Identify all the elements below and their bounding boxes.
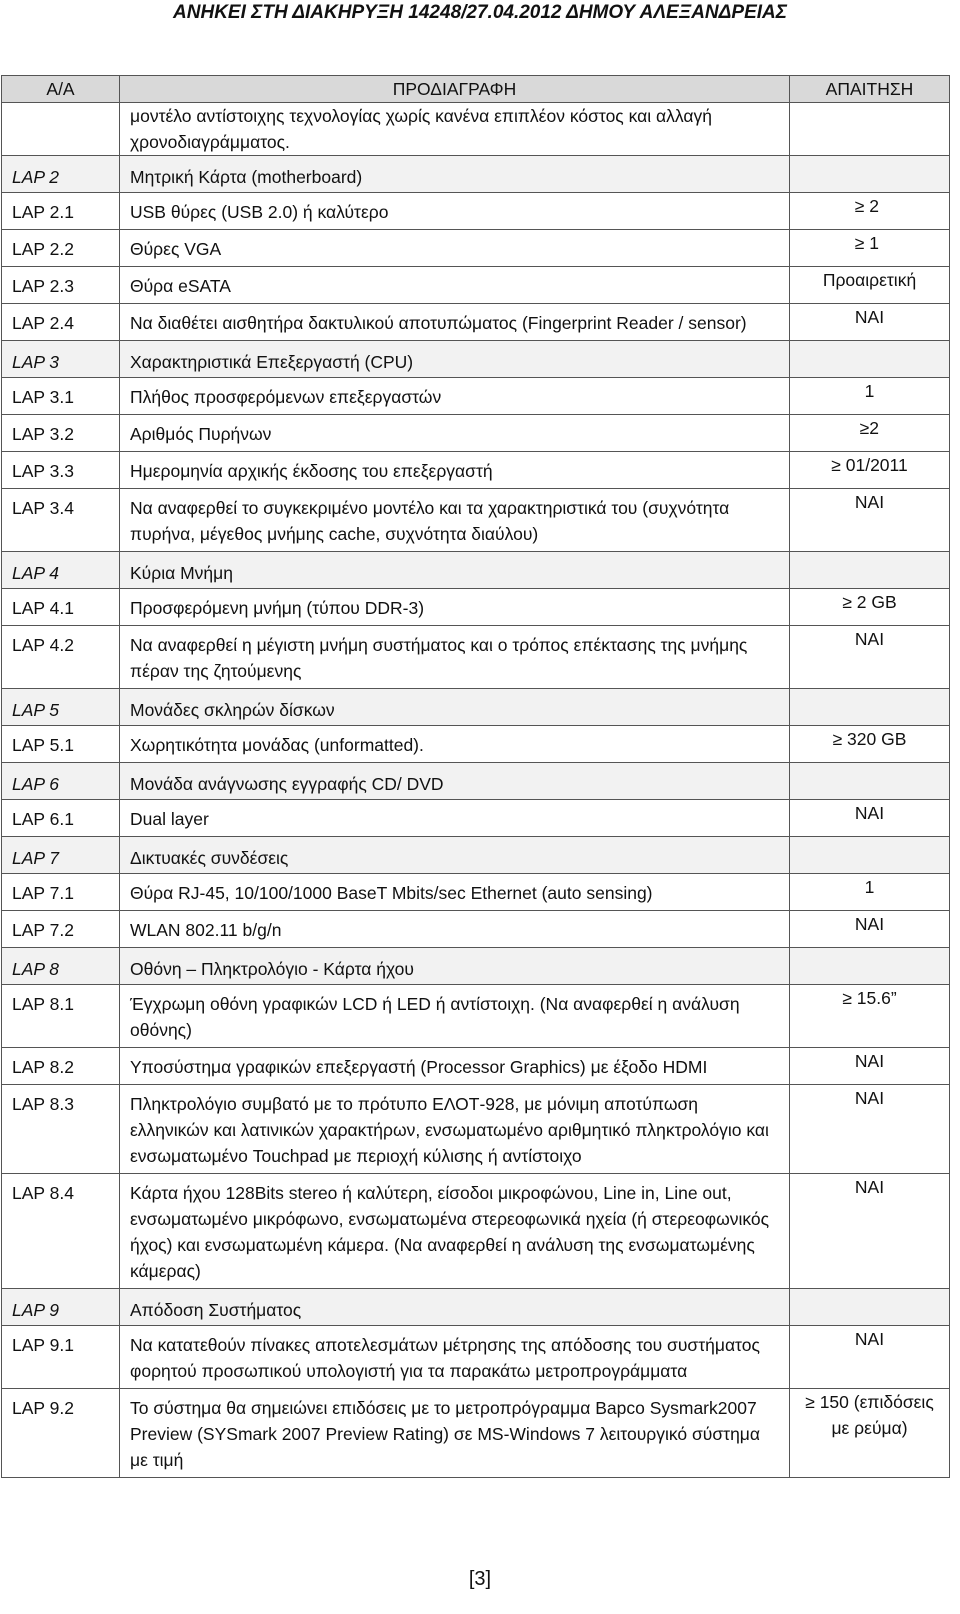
row-id: LAP 6 bbox=[2, 763, 120, 800]
row-description: Θύρα eSATA bbox=[120, 267, 790, 304]
row-requirement bbox=[790, 1289, 950, 1326]
section-row bbox=[2, 689, 950, 726]
row-id: LAP 6.1 bbox=[2, 800, 120, 837]
row-requirement: ≥2 bbox=[790, 415, 950, 452]
row-description: Προσφερόμενη μνήμη (τύπου DDR-3) bbox=[120, 589, 790, 626]
row-requirement: ΝΑΙ bbox=[790, 1174, 950, 1289]
row-description: Μονάδες σκληρών δίσκων bbox=[120, 689, 790, 726]
row-requirement bbox=[790, 689, 950, 726]
row-description: Χωρητικότητα μονάδας (unformatted). bbox=[120, 726, 790, 763]
table-row bbox=[2, 1048, 950, 1085]
row-description: Θύρες VGA bbox=[120, 230, 790, 267]
row-id: LAP 2.3 bbox=[2, 267, 120, 304]
row-id: LAP 2 bbox=[2, 156, 120, 193]
row-description: Το σύστημα θα σημειώνει επιδόσεις με το μετροπρόγραμμα Bapco Sysmark2007 Preview (SYSmark 2007 Preview Rating) σε MS-Windows 7 λειτουργικό σύστημα με τιμή bbox=[120, 1389, 790, 1478]
row-description: WLAN 802.11 b/g/n bbox=[120, 911, 790, 948]
row-id: LAP 2.4 bbox=[2, 304, 120, 341]
continuation-row bbox=[2, 103, 950, 156]
row-description: Δικτυακές συνδέσεις bbox=[120, 837, 790, 874]
row-id: LAP 8.1 bbox=[2, 985, 120, 1048]
row-requirement: ΝΑΙ bbox=[790, 1326, 950, 1389]
row-id: LAP 3.4 bbox=[2, 489, 120, 552]
section-row bbox=[2, 763, 950, 800]
section-row bbox=[2, 948, 950, 985]
table-row bbox=[2, 267, 950, 304]
row-requirement: ΝΑΙ bbox=[790, 626, 950, 689]
section-row bbox=[2, 156, 950, 193]
row-requirement bbox=[790, 837, 950, 874]
row-requirement: ΝΑΙ bbox=[790, 911, 950, 948]
row-id: LAP 9 bbox=[2, 1289, 120, 1326]
row-requirement bbox=[790, 552, 950, 589]
row-requirement: ΝΑΙ bbox=[790, 1085, 950, 1174]
row-id: LAP 3.1 bbox=[2, 378, 120, 415]
row-requirement bbox=[790, 341, 950, 378]
row-id: LAP 3 bbox=[2, 341, 120, 378]
row-description: Να διαθέτει αισθητήρα δακτυλικού αποτυπώματος (Fingerprint Reader / sensor) bbox=[120, 304, 790, 341]
table-row bbox=[2, 874, 950, 911]
row-id: LAP 5 bbox=[2, 689, 120, 726]
continuation-req bbox=[790, 103, 950, 156]
row-id: LAP 5.1 bbox=[2, 726, 120, 763]
row-description: Να κατατεθούν πίνακες αποτελεσμάτων μέτρησης της απόδοσης του συστήματος φορητού προσωπικού υπολογιστή για τα παρακάτω μετροπρογράμματα bbox=[120, 1326, 790, 1389]
column-header-requirement: ΑΠΑΙΤΗΣΗ bbox=[790, 76, 950, 103]
table-row bbox=[2, 800, 950, 837]
row-id: LAP 7.1 bbox=[2, 874, 120, 911]
row-description: Dual layer bbox=[120, 800, 790, 837]
table-row bbox=[2, 1326, 950, 1389]
row-requirement: ≥ 320 GB bbox=[790, 726, 950, 763]
row-requirement: 1 bbox=[790, 378, 950, 415]
row-description: Έγχρωμη οθόνη γραφικών LCD ή LED ή αντίστοιχη. (Να αναφερθεί η ανάλυση οθόνης) bbox=[120, 985, 790, 1048]
table-row bbox=[2, 626, 950, 689]
table-row bbox=[2, 304, 950, 341]
row-description: Μονάδα ανάγνωσης εγγραφής CD/ DVD bbox=[120, 763, 790, 800]
row-id: LAP 4.2 bbox=[2, 626, 120, 689]
row-requirement: ΝΑΙ bbox=[790, 304, 950, 341]
row-id: LAP 3.3 bbox=[2, 452, 120, 489]
row-requirement: ≥ 1 bbox=[790, 230, 950, 267]
row-description: Χαρακτηριστικά Επεξεργαστή (CPU) bbox=[120, 341, 790, 378]
row-description: Οθόνη – Πληκτρολόγιο - Κάρτα ήχου bbox=[120, 948, 790, 985]
row-description: Υποσύστημα γραφικών επεξεργαστή (Processor Graphics) με έξοδο HDMI bbox=[120, 1048, 790, 1085]
row-id: LAP 7 bbox=[2, 837, 120, 874]
row-id: LAP 4 bbox=[2, 552, 120, 589]
table-row bbox=[2, 1085, 950, 1174]
page-number: [3] bbox=[468, 1568, 492, 1590]
continuation-text: μοντέλο αντίστοιχης τεχνολογίας χωρίς κανένα επιπλέον κόστος και αλλαγή χρονοδιαγράμματος. bbox=[120, 103, 790, 156]
row-description: USB θύρες (USB 2.0) ή καλύτερο bbox=[120, 193, 790, 230]
row-description: Να αναφερθεί η μέγιστη μνήμη συστήματος και ο τρόπος επέκτασης της μνήμης πέραν της ζητούμενης bbox=[120, 626, 790, 689]
section-row bbox=[2, 341, 950, 378]
column-header-id: Α/Α bbox=[2, 76, 120, 103]
row-requirement: Προαιρετική bbox=[790, 267, 950, 304]
section-row bbox=[2, 552, 950, 589]
row-description: Αριθμός Πυρήνων bbox=[120, 415, 790, 452]
table-row bbox=[2, 415, 950, 452]
row-description: Πλήθος προσφερόμενων επεξεργαστών bbox=[120, 378, 790, 415]
table-row bbox=[2, 985, 950, 1048]
section-row bbox=[2, 1289, 950, 1326]
continuation-id bbox=[2, 103, 120, 156]
row-id: LAP 8.3 bbox=[2, 1085, 120, 1174]
row-id: LAP 4.1 bbox=[2, 589, 120, 626]
table-header-row bbox=[2, 76, 950, 103]
row-requirement: ΝΑΙ bbox=[790, 489, 950, 552]
table-row bbox=[2, 1389, 950, 1478]
row-description: Μητρική Κάρτα (motherboard) bbox=[120, 156, 790, 193]
table-row bbox=[2, 726, 950, 763]
row-requirement: ≥ 01/2011 bbox=[790, 452, 950, 489]
row-id: LAP 3.2 bbox=[2, 415, 120, 452]
specification-table bbox=[1, 75, 950, 1478]
row-id: LAP 9.2 bbox=[2, 1389, 120, 1478]
column-header-spec: ΠΡΟΔΙΑΓΡΑΦΗ bbox=[120, 76, 790, 103]
table-row bbox=[2, 452, 950, 489]
row-description: Ημερομηνία αρχικής έκδοσης του επεξεργαστή bbox=[120, 452, 790, 489]
table-row bbox=[2, 378, 950, 415]
row-requirement bbox=[790, 763, 950, 800]
table-row bbox=[2, 230, 950, 267]
row-requirement: ≥ 2 GB bbox=[790, 589, 950, 626]
table-row bbox=[2, 489, 950, 552]
table-row bbox=[2, 911, 950, 948]
row-requirement: 1 bbox=[790, 874, 950, 911]
row-requirement bbox=[790, 948, 950, 985]
row-requirement: ΝΑΙ bbox=[790, 800, 950, 837]
row-requirement: ≥ 15.6” bbox=[790, 985, 950, 1048]
row-description: Πληκτρολόγιο συμβατό με το πρότυπο ΕΛΟΤ-928, με μόνιμη αποτύπωση ελληνικών και λατινικών χαρακτήρων, ενσωματωμένο αριθμητικό πληκτρολόγιο και ενσωματωμένο Touchpad με περιοχή κύλισης ή αντίστοιχο bbox=[120, 1085, 790, 1174]
row-id: LAP 2.2 bbox=[2, 230, 120, 267]
document-header: ΑΝΗΚΕΙ ΣΤΗ ΔΙΑΚΗΡΥΞΗ 14248/27.04.2012 ΔΗΜΟΥ ΑΛΕΞΑΝΔΡΕΙΑΣ bbox=[173, 2, 787, 23]
row-id: LAP 7.2 bbox=[2, 911, 120, 948]
table-row bbox=[2, 589, 950, 626]
row-id: LAP 9.1 bbox=[2, 1326, 120, 1389]
row-requirement: ≥ 150 (επιδόσεις με ρεύμα) bbox=[790, 1389, 950, 1478]
row-id: LAP 8.2 bbox=[2, 1048, 120, 1085]
row-description: Κύρια Μνήμη bbox=[120, 552, 790, 589]
row-requirement: ΝΑΙ bbox=[790, 1048, 950, 1085]
row-requirement: ≥ 2 bbox=[790, 193, 950, 230]
section-row bbox=[2, 837, 950, 874]
row-description: Να αναφερθεί το συγκεκριμένο μοντέλο και τα χαρακτηριστικά του (συχνότητα πυρήνα, μέγεθος μνήμης cache, συχνότητα διαύλου) bbox=[120, 489, 790, 552]
table-row bbox=[2, 193, 950, 230]
row-description: Κάρτα ήχου 128Bits stereo ή καλύτερη, είσοδοι μικροφώνου, Line in, Line out, ενσωματωμένο μικρόφωνο, ενσωματωμένα στερεοφωνικά ηχεία (ή στερεοφωνικός ήχος) και ενσωματωμένη κάμερα. (Να αναφερθεί η ανάλυση της ενσωματωμένης κάμερας) bbox=[120, 1174, 790, 1289]
row-id: LAP 8.4 bbox=[2, 1174, 120, 1289]
row-id: LAP 8 bbox=[2, 948, 120, 985]
row-description: Θύρα RJ-45, 10/100/1000 BaseT Mbits/sec Ethernet (auto sensing) bbox=[120, 874, 790, 911]
table-row bbox=[2, 1174, 950, 1289]
row-description: Απόδοση Συστήματος bbox=[120, 1289, 790, 1326]
row-requirement bbox=[790, 156, 950, 193]
row-id: LAP 2.1 bbox=[2, 193, 120, 230]
